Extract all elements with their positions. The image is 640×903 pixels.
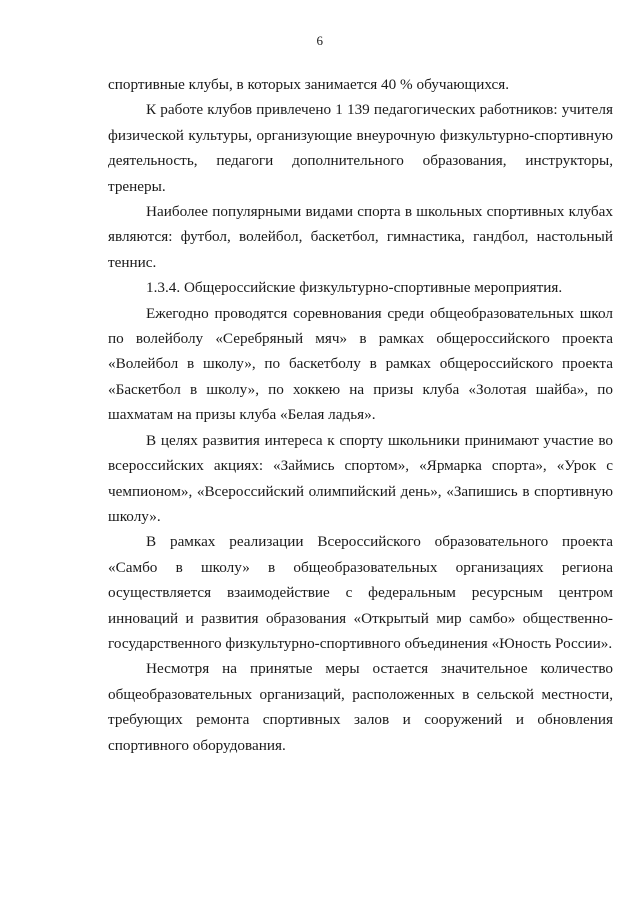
- section-heading-1-3-4: 1.3.4. Общероссийские физкультурно-спортивные мероприятия.: [146, 279, 563, 297]
- paragraph-rural-schools: Несмотря на принятые меры остается значительное количество общеобразовательных организаций, расположенных в сельской местности, требующих ремонта спортивных залов и сооружений и обновления спортивного оборудования.: [108, 660, 613, 754]
- paragraph-popular-sports: Наиболее популярными видами спорта в школьных спортивных клубах являются: футбол, волейбол, баскетбол, гимнастика, гандбол, настольный теннис.: [108, 203, 613, 271]
- document-body: [108, 72, 613, 758]
- paragraph-sambo-project: В рамках реализации Всероссийского образовательного проекта «Самбо в школу» в общеобразовательных организациях региона осуществляется взаимодействие с федеральным ресурсным центром инноваций и развития образования «Открытый мир самбо» общественно-государственного физкультурно-спортивного объединения «Юность России».: [108, 533, 613, 652]
- paragraph-teachers: К работе клубов привлечено 1 139 педагогических работников: учителя физической культуры, организующие внеурочную физкультурно-спортивную деятельность, педагоги дополнительного образования, инструкторы, тренеры.: [108, 101, 613, 195]
- page-number: 6: [316, 33, 324, 48]
- paragraph-campaigns: В целях развития интереса к спорту школьники принимают участие во всероссийских акциях: «Займись спортом», «Ярмарка спорта», «Урок с чемпионом», «Всероссийский олимпийский день», «Запишись в спортивную школу».: [108, 431, 613, 525]
- paragraph-competitions: Ежегодно проводятся соревнования среди общеобразовательных школ по волейболу «Серебряный мяч» в рамках общероссийского проекта «Волейбол в школу», по баскетболу в рамках общероссийского проекта «Баскетбол в школу», по хоккею на призы клуба «Золотая шайба», по шахматам на призы клуба «Белая ладья».: [108, 304, 613, 424]
- paragraph-clubs-share: спортивные клубы, в которых занимается 40 % обучающихся.: [108, 76, 510, 93]
